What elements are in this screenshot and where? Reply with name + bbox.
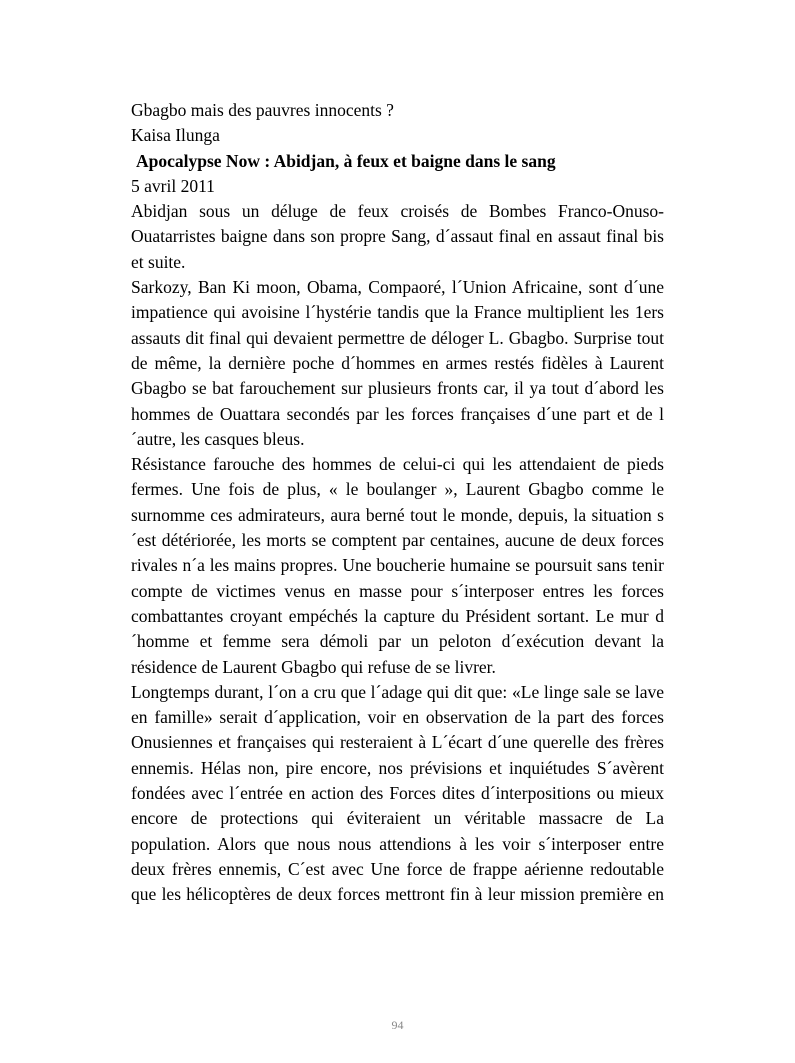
paragraph: Longtemps durant, l´on a cru que l´adage qui dit que: «Le linge sale se lave en famille» serait d´application, voir en observation de la part des forces Onusiennes et françaises qui resteraient à L´écart d´une querelle des frères ennemis. Hélas non, pire encore, nos prévisions et inquiétudes S´avèrent fondées avec l´entrée en action des Forces dites d´interpositions ou mieux encore de protections qui éviteraient un véritable massacre de La population. Alors que nous nous attendions à les voir s´interposer entre deux frères ennemis, C´est avec Une force de frappe aérienne redoutable que les hélicoptères de deux forces mettront fin à leur mission première en — [131, 681, 664, 905]
paragraph: Résistance farouche des hommes de celui-ci qui les attendaient de pieds fermes. Une fois de plus, « le boulanger », Laurent Gbagbo comme le surnomme ces admirateurs, aura berné tout le monde, depuis, la situation s´est détériorée, les morts se comptent par centaines, aucune de deux forces rivales n´a les mains propres. Une boucherie humaine se poursuit sans tenir compte de victimes venus en masse pour s´interposer entres les forces combattantes croyant empéchés la capture du Président sortant. Le mur d´homme et femme sera démoli par un peloton d´exécution devant la résidence de Laurent Gbagbo qui refuse de se livrer. — [131, 454, 664, 677]
lead-line: Gbagbo mais des pauvres innocents ? — [131, 100, 394, 120]
article-date: 5 avril 2011 — [131, 175, 215, 196]
page-number: 94 — [391, 1018, 404, 1032]
author-name: Kaisa Ilunga — [131, 125, 220, 146]
paragraph: Abidjan sous un déluge de feux croisés de Bombes Franco-Onuso-Ouatarristes baigne dans son propre Sang, d´assaut final en assaut final bis et suite. — [131, 201, 664, 272]
paragraph: Sarkozy, Ban Ki moon, Obama, Compaoré, l´Union Africaine, sont d´une impatience qui avoisine l´hystérie tandis que la France multiplient les 1ers assauts dit final qui devaient permettre de déloger L. Gbagbo. Surprise tout de même, la dernière poche d´hommes en armes restés fidèles à Laurent Gbagbo se bat farouchement sur plusieurs fronts car, il ya tout d´abord les hommes de Ouattara secondés par les forces françaises d´une part et de l´autre, les casques bleus. — [131, 277, 664, 449]
article-title: Apocalypse Now : Abidjan, à feux et baigne dans le sang — [136, 150, 556, 171]
document-body — [131, 98, 664, 908]
